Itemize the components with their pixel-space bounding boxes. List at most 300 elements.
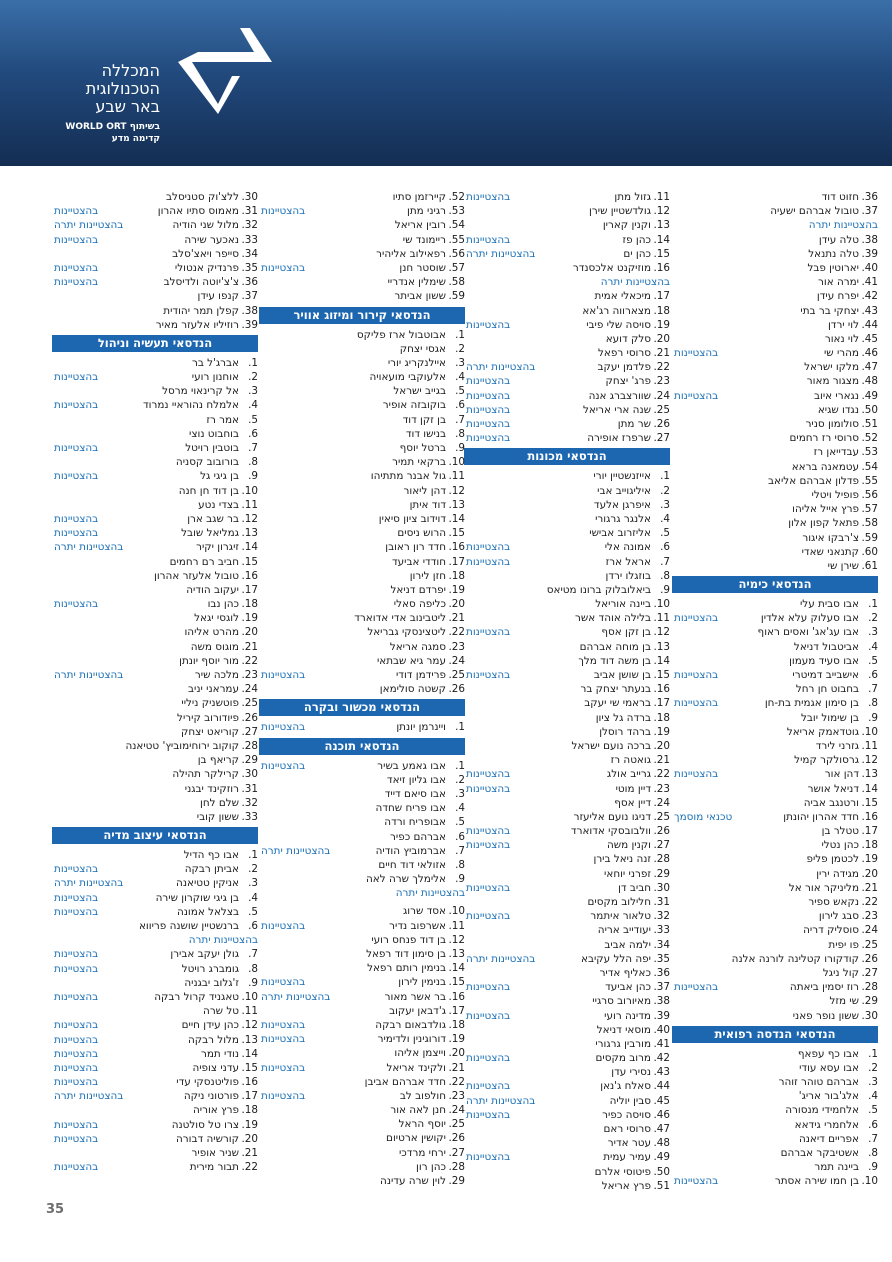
graduate-row <box>52 1075 258 1089</box>
graduate-name: פרץ אוריה <box>192 1104 239 1117</box>
graduate-number: 2. <box>660 484 670 497</box>
graduate-row <box>259 1046 465 1060</box>
graduate-name: ליטבינוב אדי אדוארד <box>354 612 446 625</box>
graduate-name: הרוש ניסים <box>397 527 446 540</box>
graduate-row <box>52 1118 258 1132</box>
graduate-row <box>259 640 465 654</box>
graduate-row <box>672 810 878 824</box>
graduate-row <box>52 876 258 890</box>
graduate-row <box>52 455 258 469</box>
honors-note: בהצטיינות <box>54 1132 99 1145</box>
graduate-row <box>52 905 258 919</box>
graduate-number: 46. <box>653 1108 670 1121</box>
graduate-name: נגארי איוב <box>814 389 859 402</box>
graduate-number: 44. <box>653 1080 670 1093</box>
graduate-name: חזוט דוד <box>821 191 859 203</box>
graduate-number: 53. <box>861 446 878 459</box>
graduate-number: 11. <box>448 470 465 483</box>
graduate-number: 15. <box>653 247 670 260</box>
graduate-row <box>259 1032 465 1046</box>
graduate-name: אבו גליון זיאד <box>386 773 446 786</box>
graduate-row <box>52 862 258 876</box>
graduate-name: אישבייב דמיטרי <box>792 669 859 681</box>
graduate-row <box>259 668 465 682</box>
graduate-name: קוריאט יצחק <box>180 725 239 738</box>
graduate-row <box>52 1160 258 1174</box>
graduate-name: מאמוס סתיו אהרון <box>157 205 239 218</box>
honors-note: בהצטיינות יתרה <box>261 844 331 857</box>
graduate-number: 6. <box>455 399 465 412</box>
graduate-number: 1. <box>868 598 878 611</box>
graduate-row <box>259 540 465 554</box>
graduate-name: פרץ אריאל <box>601 1179 651 1192</box>
graduate-row <box>52 356 258 370</box>
graduate-row <box>672 204 878 218</box>
graduate-row <box>672 1009 878 1023</box>
graduate-number: 51. <box>861 418 878 430</box>
graduate-number: 56. <box>448 247 465 260</box>
graduate-name: נסירי עדן <box>611 1066 651 1079</box>
honors-note: בהצטיינות <box>466 825 511 838</box>
honors-note: בהצטיינות <box>674 981 719 994</box>
graduate-name: נגדו שגיא <box>817 403 859 416</box>
graduate-row <box>259 801 465 815</box>
graduate-row <box>52 304 258 318</box>
section-header: הנדסאי תעשיה וניהול <box>52 335 258 352</box>
graduate-name: דוד איתן <box>409 498 446 511</box>
graduate-number: 1. <box>868 1047 878 1060</box>
graduate-row <box>259 787 465 801</box>
graduate-row <box>259 204 465 218</box>
partner-line-1: בשיתוף WORLD ORT <box>65 122 160 132</box>
graduate-name: טובול אברהם ישעיה <box>770 205 859 218</box>
graduate-number: 51. <box>653 1179 670 1192</box>
graduate-row <box>464 994 670 1008</box>
graduate-number: 12. <box>861 754 878 767</box>
graduate-number: 18. <box>653 711 670 724</box>
graduate-name: אבו עסא עודי <box>799 1061 859 1074</box>
graduate-name: רפאילוב אליהיר <box>376 247 446 260</box>
graduate-row <box>672 725 878 739</box>
graduate-number: 43. <box>653 1066 670 1079</box>
graduate-row <box>52 569 258 583</box>
graduate-number: 16. <box>861 810 878 823</box>
graduate-number: 8. <box>868 697 878 710</box>
graduate-name: אזולאי דוד חיים <box>378 858 446 871</box>
graduate-number: 7. <box>868 1132 878 1145</box>
graduate-name: אמר רז <box>206 413 239 426</box>
graduate-name: עטר אדיר <box>607 1137 651 1150</box>
honors-note: בהצטיינות <box>466 233 511 246</box>
graduate-row <box>52 512 258 526</box>
graduate-name: גוטדאמק אריאל <box>786 725 859 738</box>
graduate-number: 52. <box>448 191 465 203</box>
graduate-number: 5. <box>248 905 258 918</box>
honors-note: בהצטיינות <box>674 697 719 710</box>
graduate-name: ברטל יוסף <box>399 442 446 454</box>
graduate-number: 12. <box>241 512 258 525</box>
graduate-number: 18. <box>653 304 670 317</box>
graduate-number: 21. <box>448 612 465 625</box>
graduate-name: אראל ארז <box>605 555 651 568</box>
graduate-name: וולבובסקי אדוארד <box>570 825 651 838</box>
graduate-row <box>259 625 465 639</box>
graduate-row <box>672 531 878 545</box>
graduate-number: 12. <box>653 205 670 218</box>
graduate-number: 47. <box>653 1123 670 1135</box>
honors-note: בהצטיינות <box>466 389 511 402</box>
graduate-row <box>52 711 258 725</box>
graduate-number: 8. <box>248 456 258 469</box>
graduate-name: לוגסי יגאל <box>194 612 239 625</box>
graduate-name: בן שימול יובל <box>801 711 859 724</box>
graduate-number: 6. <box>455 830 465 843</box>
graduate-number: 26. <box>448 1132 465 1145</box>
graduate-name: אשטיבקר אברהם <box>780 1147 859 1159</box>
honors-note: בהצטיינות <box>54 527 99 540</box>
graduate-name: שי מזל <box>829 995 859 1008</box>
graduate-number: 11. <box>653 191 670 203</box>
graduate-name: אברג'ל בר <box>191 356 239 369</box>
section-header: הנדסאי הנדסה רפואית <box>672 1026 878 1043</box>
page-header <box>0 0 892 166</box>
graduate-name: אבו גאמע בשיר <box>377 759 446 772</box>
graduate-row <box>464 938 670 952</box>
graduate-row <box>464 1165 670 1179</box>
honors-note: בהצטיינות יתרה <box>600 276 670 289</box>
graduate-number: 11. <box>241 498 258 511</box>
graduate-name: גולדבאום רבקה <box>375 1018 446 1031</box>
graduate-name: מאיורוב סרגיי <box>592 995 651 1008</box>
graduate-name: בן דוד פנחס רועי <box>371 933 446 946</box>
graduate-number: 30. <box>861 1009 878 1022</box>
graduate-number: 9. <box>660 583 670 596</box>
honors-note: בהצטיינות <box>261 669 306 681</box>
graduate-number: 46. <box>861 347 878 360</box>
graduate-number: 24. <box>448 1104 465 1117</box>
graduate-row <box>259 975 465 989</box>
graduate-row <box>464 1122 670 1136</box>
graduate-name: סאלח ג'נאן <box>600 1080 651 1093</box>
graduate-name: צ'רבקו איגור <box>802 531 859 544</box>
graduate-name: לכטמן פליפ <box>806 853 859 866</box>
list-column-2 <box>464 190 670 1193</box>
graduate-row <box>464 469 670 483</box>
graduate-row <box>52 1061 258 1075</box>
graduate-number: 11. <box>861 739 878 752</box>
graduate-name: מגידה ירין <box>816 867 859 880</box>
graduate-name: פתאל קפון אלון <box>788 517 859 530</box>
graduate-name: גרייב אולג <box>606 768 651 781</box>
brand-line-2: הטכנולוגית <box>85 79 160 98</box>
graduate-row <box>259 1089 465 1103</box>
graduate-name: בנימין לירון <box>398 976 446 989</box>
graduate-name: בן זקן אסף <box>601 626 651 639</box>
page-number: 35 <box>46 1202 65 1217</box>
graduate-number: 5. <box>868 1104 878 1117</box>
graduate-name: בצלאל אמונה <box>176 905 239 918</box>
honors-note: טכנאי מוסמך <box>674 810 733 823</box>
honors-note: בהצטיינות יתרה <box>466 1094 536 1107</box>
graduate-number: 28. <box>241 739 258 752</box>
graduate-number: 29. <box>241 754 258 767</box>
graduate-number: 21. <box>861 881 878 894</box>
graduate-row <box>259 384 465 398</box>
graduate-row <box>52 1004 258 1018</box>
graduate-row <box>259 1061 465 1075</box>
graduate-number: 61. <box>861 559 878 572</box>
graduate-name: יפה הלל עקיבא <box>581 952 651 965</box>
graduate-row <box>259 1160 465 1174</box>
graduate-number: 43. <box>861 304 878 317</box>
graduate-number: 15. <box>861 796 878 809</box>
honors-note: בהצטיינות <box>674 612 719 625</box>
graduate-name: בן גיגי שוקרון שירה <box>155 891 239 904</box>
graduate-number: 15. <box>241 555 258 568</box>
honors-note: בהצטיינות <box>466 318 511 331</box>
graduate-number: 23. <box>653 375 670 388</box>
graduate-number: 16. <box>653 683 670 696</box>
graduate-number: 17. <box>653 697 670 710</box>
graduate-name: סרוסי רפאל <box>597 347 651 360</box>
list-column-1 <box>672 190 878 1189</box>
graduate-name: מלכה שיר <box>194 669 239 681</box>
graduate-row <box>52 484 258 498</box>
graduate-number: 60. <box>861 545 878 558</box>
graduate-row <box>672 1103 878 1117</box>
graduate-row <box>672 952 878 966</box>
graduate-name: בוטבין רויטל <box>185 442 239 454</box>
graduate-number: 24. <box>653 389 670 402</box>
graduate-name: כליפה סאלי <box>393 598 446 611</box>
graduate-row <box>52 384 258 398</box>
graduate-number: 13. <box>861 768 878 781</box>
graduate-name: אלחמרי גידאא <box>794 1118 859 1131</box>
graduate-name: גולן יעקב אבירן <box>170 948 239 961</box>
graduate-name: שימלין אנדריי <box>387 276 446 289</box>
graduate-row <box>672 374 878 388</box>
honors-note: בהצטיינות יתרה <box>808 219 878 232</box>
graduate-name: בן מוחה אברהם <box>579 640 651 653</box>
graduate-name: מוסאי דניאל <box>596 1023 651 1036</box>
graduate-number: 17. <box>861 825 878 838</box>
graduate-row <box>259 682 465 696</box>
graduate-number: 36. <box>861 191 878 203</box>
graduate-name: וייצמן אליהו <box>394 1047 446 1060</box>
graduate-name: סבין יוליה <box>609 1094 651 1107</box>
graduate-number: 24. <box>241 683 258 696</box>
graduate-name: איפרגן אלעד <box>593 498 651 511</box>
graduate-row <box>259 328 465 342</box>
graduate-number: 16. <box>653 261 670 274</box>
graduate-number: 23. <box>653 782 670 795</box>
graduate-row <box>464 1065 670 1079</box>
graduate-row <box>464 540 670 554</box>
graduate-row <box>672 502 878 516</box>
honors-note: בהצטיינות <box>54 470 99 483</box>
graduate-number: 10. <box>861 1175 878 1188</box>
graduate-number: 35. <box>653 952 670 965</box>
graduate-number: 16. <box>448 541 465 554</box>
graduate-number: 2. <box>455 773 465 786</box>
graduate-name: רובין אריאל <box>394 219 446 232</box>
graduate-number: 2. <box>248 863 258 876</box>
graduate-row <box>52 370 258 384</box>
honors-note: בהצטיינות <box>261 1061 306 1074</box>
graduate-name: אבו פריח שחדה <box>375 802 446 815</box>
graduate-row <box>52 318 258 332</box>
graduate-name: בראמי שי יעקב <box>584 697 651 710</box>
graduate-name: טלה עידן <box>818 233 859 246</box>
honors-note: בהצטיינות יתרה <box>395 887 465 900</box>
graduate-row <box>52 1018 258 1032</box>
graduate-name: עמיר עמית <box>603 1151 651 1164</box>
graduate-row <box>52 919 258 933</box>
graduate-name: נקאש ספיר <box>808 896 859 908</box>
graduate-name: אליזרוב אבישי <box>589 527 651 540</box>
graduate-number: 33. <box>241 810 258 823</box>
graduate-number: 42. <box>653 1052 670 1065</box>
honors-note: בהצטיינות יתרה <box>54 541 124 554</box>
graduate-row <box>464 304 670 318</box>
graduate-row <box>672 597 878 611</box>
graduate-row <box>464 1051 670 1065</box>
graduate-name: זיגרון יקיר <box>196 541 239 554</box>
graduate-name: עמראני יניב <box>188 683 239 696</box>
graduate-row <box>52 654 258 668</box>
graduate-number: 11. <box>241 1005 258 1018</box>
graduate-name: סלק דועא <box>605 332 651 345</box>
graduate-number: 6. <box>660 541 670 554</box>
honors-note: בהצטיינות <box>466 555 511 568</box>
graduate-number: 4. <box>455 802 465 815</box>
graduate-name: פרג' יצחק <box>605 375 651 388</box>
honors-note: בהצטיינות <box>261 1018 306 1031</box>
graduate-number: 20. <box>448 598 465 611</box>
graduate-row <box>464 810 670 824</box>
graduate-number: 47. <box>861 361 878 374</box>
graduate-row <box>672 796 878 810</box>
graduate-number: 59. <box>448 290 465 303</box>
graduate-row <box>259 597 465 611</box>
graduate-row <box>259 261 465 275</box>
graduate-number: 13. <box>241 527 258 540</box>
graduate-name: רוזיליו אלעזר מאיר <box>155 318 239 331</box>
graduate-row <box>672 980 878 994</box>
graduate-number: 22. <box>448 626 465 639</box>
graduate-row <box>464 625 670 639</box>
graduate-number: 23. <box>448 640 465 653</box>
graduate-number: 13. <box>653 219 670 232</box>
graduate-name: ברכה נועם ישראל <box>571 739 651 752</box>
graduate-number: 4. <box>248 399 258 412</box>
graduate-row <box>464 332 670 346</box>
graduate-row <box>52 753 258 767</box>
honors-note: בהצטיינות <box>674 669 719 681</box>
graduate-row <box>52 233 258 247</box>
graduate-row <box>464 204 670 218</box>
graduate-row <box>672 753 878 767</box>
graduate-name: בנישו דוד <box>405 427 446 440</box>
graduate-number: 48. <box>653 1137 670 1150</box>
graduate-name: דיין אסף <box>614 796 651 809</box>
graduate-row <box>52 1047 258 1061</box>
graduate-row <box>672 767 878 781</box>
graduate-row <box>464 852 670 866</box>
honors-note: בהצטיינות <box>54 1019 99 1032</box>
graduate-name: יצחקי בר בתי <box>800 304 859 317</box>
graduate-number: 22. <box>241 654 258 667</box>
graduate-number: 38. <box>861 233 878 246</box>
graduate-name: כאליף אדיר <box>599 966 651 979</box>
graduate-number: 54. <box>861 460 878 473</box>
graduate-number: 45. <box>653 1094 670 1107</box>
graduate-name: טובול אלעזר אהרון <box>154 569 239 582</box>
graduate-name: ג'דבאן יעקוב <box>389 1004 446 1017</box>
graduate-number: 4. <box>455 371 465 384</box>
graduate-name: ירחי מרדכי <box>398 1146 446 1159</box>
graduate-name: ברהד רוסלן <box>599 725 651 738</box>
graduate-name: בן משה דוד מלך <box>578 654 651 667</box>
graduate-number: 14. <box>653 654 670 667</box>
graduate-name: יקושין ארטיום <box>386 1132 446 1145</box>
graduate-number: 27. <box>448 1146 465 1159</box>
graduate-name: קוקוב ירוחימוביץ' טטיאנה <box>125 739 239 752</box>
honors-note: בהצטיינות <box>54 205 99 218</box>
graduate-number: 15. <box>653 669 670 681</box>
graduate-row <box>52 1146 258 1160</box>
graduate-number: 31. <box>241 205 258 218</box>
graduate-row <box>672 360 878 374</box>
graduate-name: ברקאי תמיר <box>392 456 446 469</box>
graduate-name: אשרפוב נדיר <box>389 919 446 932</box>
graduate-name: ביאלובלוק ברונו מטיאס <box>546 583 651 596</box>
honors-note: בהצטיינות <box>54 1076 99 1089</box>
graduate-number: 3. <box>455 787 465 800</box>
graduate-name: יוסף הראל <box>398 1118 446 1131</box>
graduate-row <box>672 625 878 639</box>
honors-note: בהצטיינות <box>674 768 719 781</box>
graduate-number: 13. <box>241 1033 258 1046</box>
graduate-number: 52. <box>861 432 878 445</box>
graduate-number: 27. <box>241 725 258 738</box>
graduate-row <box>672 346 878 360</box>
graduate-row <box>259 275 465 289</box>
graduate-number: 31. <box>241 782 258 795</box>
graduate-name: אבו סיאם דייד <box>384 787 446 800</box>
graduate-row <box>672 852 878 866</box>
graduate-row <box>464 484 670 498</box>
graduate-row <box>464 431 670 445</box>
graduate-number: 1. <box>455 721 465 734</box>
honors-note: בהצטיינות <box>261 1089 306 1102</box>
graduate-name: חביב דן <box>618 881 651 894</box>
graduate-name: יפרדם דניאל <box>390 583 446 596</box>
graduates-list <box>52 190 878 1202</box>
graduate-number: 25. <box>653 403 670 416</box>
graduate-name: פורטוני ניקה <box>183 1090 239 1103</box>
graduate-number: 11. <box>653 612 670 625</box>
graduate-number: 20. <box>241 626 258 639</box>
graduate-name: אבו כף הדיל <box>183 849 239 862</box>
graduate-row <box>672 1047 878 1061</box>
graduate-row <box>52 848 258 862</box>
section-header: הנדסאי תוכנה <box>259 738 465 755</box>
graduate-row <box>464 512 670 526</box>
graduate-number: 13. <box>653 640 670 653</box>
graduate-number: 23. <box>861 910 878 923</box>
graduate-number: 36. <box>653 966 670 979</box>
